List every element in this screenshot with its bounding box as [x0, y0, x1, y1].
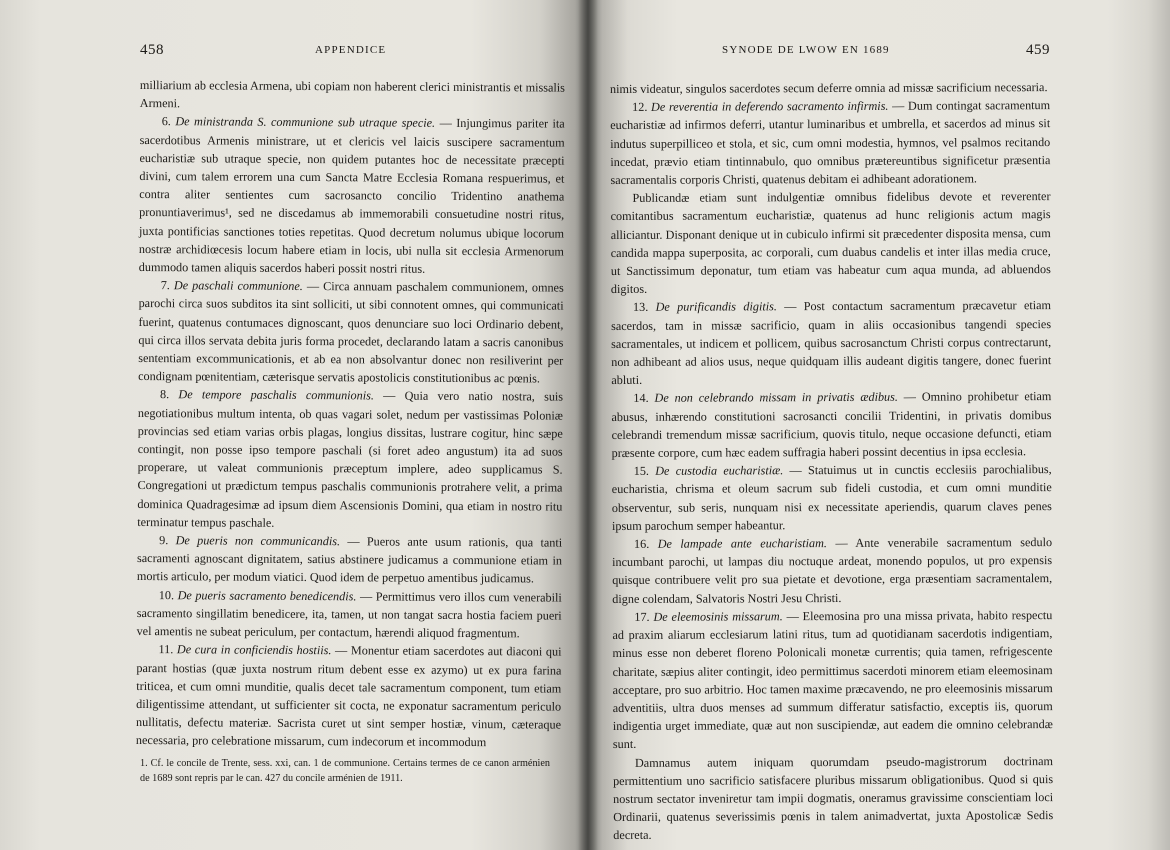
left-page-text [136, 76, 565, 752]
canon-body: — Injungimus pariter ita sacerdotibus Armenis ministrare, ut et clericis vel laicis suscipere sacramentum eucharistiæ sub utraque specie, non quidem putantes hoc de necessitate præcepti divini, cum talem errorem una cum Sancta Matre Ecclesia Romana respuerimus, et contra aliter sentientes cum sacrosancto concilio Tridentino anathema pronuntiaverimus¹, sed ne discedamus ab immemorabili consuetudine nostri ritus, juxta pontificias sanctiones toties repetitas. Quod decretum nolumus ubique locorum nostræ archidiœcesis locum habere etiam in locis, ubi nulla sit ecclesia Armenorum dummodo tamen aliquis sacerdos haberi possit nostri ritus. [138, 116, 565, 276]
body-paragraph: Publicandæ etiam sunt indulgentiæ omnibus fidelibus devote et reverenter comitantibus sacramentum eucharistiæ, quatenus ad hunc religionis actum magis alliciantur. Disponant denique ut in cubiculo infirmi sit præcedenter disposita mensa, cum candida mappa superposita, ac corporali, cum duabus candelis et inter illas media cruce, ut Sanctissimum deponatur, tum etiam vas habeatur cum aqua munda, ad abluendos digitos. [610, 189, 1051, 297]
canon-paragraph [610, 96, 1050, 189]
canon-number: 17. [634, 609, 654, 624]
canon-title: De tempore paschalis communionis. [178, 387, 374, 403]
canon-number: 14. [633, 391, 655, 406]
canon-title: De non celebrando missam in privatis ædibus. [654, 390, 898, 406]
canon-title: De purificandis digitis. [655, 299, 777, 315]
canon-paragraph [612, 606, 1053, 754]
body-paragraph: Damnamus autem iniquam quorumdam pseudo-magistrorum doctrinam permittentium uno sacrificio satisfacere pluribus missarum obligationibus. Quod si quis nostrum sectator inveniretur tam impii dogmatis, oneramus gravissime conscientiam loci Ordinarii, quatenus severissimis pœnis in talem animadvertat, juxta Apostolicæ Sedis decreta. [613, 753, 1054, 843]
canon-title: De eleemosinis missarum. [653, 609, 783, 624]
canon-title: De cura in conficiendis hostiis. [176, 642, 332, 658]
canon-body: — Monentur etiam sacerdotes aut diaconi qui parant hostias (quæ juxta nostrum ritum debent esse ex azymo) ut ex pura farina triticea, et cum omni munditie, qualis decet tale sacramentum component, tum etiam diligentissime attendant, ut sufficienter sit cocta, ne exponatur sacramentum periculo nullitatis, defectu materiæ. Sacrista curet ut sint semper hostiæ, vinum, cæteraque necessaria, pro celebratione missarum, cum indecorum et incommodum [135, 643, 562, 750]
canon-paragraph [137, 586, 562, 643]
canon-paragraph [137, 531, 562, 588]
right-page-header [610, 42, 1050, 62]
canon-body: — Dum contingat sacramentum eucharistiæ ad infirmos deferri, utantur luminaribus et umbrella, et sacerdos ad minus sit indutus superpilliceo et stola, et sic, cum omni modestia, hymnos, vel psalmos recitando incedat, prævio etiam tintinnabulo, quo omnibus prætereuntibus significetur præsentia sacramentalis corporis Christi, quatenus debitam ei adhibeant adorationem. [610, 98, 1051, 188]
canon-title: De custodia eucharistiæ. [655, 463, 784, 479]
canon-body: — Post contactum sacramentum præcavetur etiam sacerdos, tam in missæ sacrificio, quam in aliis occasionibus tangendi species sacramentales, ut indicem et pollicem, quibus sacrosanctum Christi corpus contrectarunt, non adhibeant ad alios usus, neque quidquam illis audeant digitis tangere, donec fuerint abluti. [611, 298, 1052, 388]
canon-paragraph [136, 640, 562, 752]
continuation-paragraph: nimis videatur, singulos sacerdotes secum deferre omnia ad missæ sacrificium necessaria. [610, 80, 1048, 96]
canon-number: 11. [158, 642, 177, 657]
canon-number: 6. [161, 114, 176, 129]
canon-number: 9. [159, 533, 176, 548]
canon-number: 12. [632, 100, 652, 115]
canon-title: De paschali communione. [173, 278, 303, 294]
canon-number: 7. [160, 278, 174, 293]
canon-title: De lampade ante eucharistiam. [657, 536, 828, 551]
right-running-head: SYNODE DE LWOW EN 1689 [722, 44, 890, 56]
canon-body: — Permittimus vero illos cum venerabili sacramento singillatim benedicere, ita, tamen, ut non tangat sacra hostia faciem pueri vel amentis ne subeat periculum, per contactum, hærendi aliquod fragmentum. [136, 589, 562, 641]
canon-number: 15. [633, 464, 656, 479]
canon-paragraph [611, 297, 1051, 390]
canon-body: — Quia vero natio nostra, suis negotiationibus multum intenta, ob quas vagari solet, nedum per vastissimas Poloniæ provincias sed etiam varias orbis plagas, longius dissitas, lustrare cogitur, hinc sæpe contingit, non posse ipso tempore paschali (si foret adeo angustum) ita ad suos properare, ut valeat communionis præceptum implere, adeo supplicamus S. Congregationi ut prædictum tempus paschalis communionis protrahere velit, a prima dominica Quadragesimæ ad ipsum diem Ascensionis Domini, qua etiam in nostro ritu terminatur tempus paschale. [137, 388, 564, 530]
canon-paragraph [138, 276, 564, 388]
canon-paragraph [612, 533, 1052, 608]
canon-body: — Statuimus ut in cunctis ecclesiis parochialibus, eucharistia, chrisma et oleum sacrum sub fideli custodia, et cum omni munditie observentur, sub seris, nunquam nisi ex necessitate aperiendis, quarum claves penes ipsum parochum semper habeantur. [611, 462, 1052, 533]
canon-body: — Pueros ante usum rationis, qua tanti sacramenti agnoscant dignitatem, satius abstinere judicamus a communione etiam in mortis articulo, per modum viatici. Quod idem de perpetuo amentibus judicamus. [136, 534, 563, 586]
canon-title: De pueris sacramento benedicendis. [177, 587, 357, 604]
canon-body: — Ante venerabile sacramentum sedulo incumbant parochi, ut lampas diu noctuque ardeat, monendo populos, ut pro expensis quisque contribuere velit pro sua pietate et devotione, erga præsentiam sacramentalem, digne colendam, Salvatoris Nostri Jesu Christi. [612, 535, 1053, 606]
canon-number: 8. [160, 387, 179, 402]
canon-number: 16. [633, 536, 658, 551]
continuation-paragraph: milliarium ab ecclesia Armena, ubi copiam non haberent clerici ministrantis et missalis Armeni. [139, 77, 565, 111]
left-footnotes [140, 756, 550, 786]
canon-paragraph [137, 385, 563, 533]
canon-body: — Circa annuam paschalem communionem, omnes parochi circa suos subditos ita sint solliciti, ut sibi connotent omnes, qui communicati fuerint, quatenus contumaces dignoscant, quos denunciare suo loci Ordinario debent, qui circa illos servata debita juris forma procedet, declarando latam a sacris canonibus sententiam excommunicationis, et ab ea non absolvantur donec non resiliverint per condignam pœnitentiam, cæterisque servatis apostolicis constitutionibus ac pœnis. [138, 279, 564, 386]
canon-paragraph [139, 112, 565, 278]
canon-title: De reverentia in deferendo sacramento infirmis. [651, 98, 889, 115]
right-page-text [610, 78, 1053, 844]
right-page [588, 0, 1170, 850]
canon-number: 13. [632, 300, 656, 315]
right-page-number: 459 [1026, 42, 1050, 58]
canon-paragraph [611, 388, 1051, 463]
left-page-header [140, 42, 565, 62]
footnote: 1. Cf. le concile de Trente, sess. xxi, can. 1 de communione. Certains termes de ce canon arménien de 1689 sont repris par le can. 427 du concile arménien de 1911. [140, 758, 550, 784]
left-running-head: APPENDICE [315, 44, 387, 56]
canon-body: — Omnino prohibetur etiam abusus, inhærendo constitutioni sacrosancti concilii Tridentini, in privatis domibus celebrandi tremendum missæ sacrificium, quovis titulo, neque occasione defuncti, etiam præsente corpore, cum hæc eadem suffragia haberi possint decentius in ipsa ecclesia. [611, 389, 1052, 461]
canon-title: De pueris non communicandis. [175, 533, 341, 549]
canon-title: De ministranda S. communione sub utraque specie. [175, 114, 436, 131]
canon-paragraph [612, 460, 1052, 535]
canon-number: 10. [158, 587, 178, 602]
book-gutter [578, 0, 598, 850]
left-page-number: 458 [140, 42, 164, 58]
canon-body: — Eleemosina pro una missa privata, habito respectu ad praxim aliarum ecclesiarum latini ritus, tum ad quotidianam sacerdotis indigentiam, minus esse non deberet floreno Polonicali monetæ currentis; quia tamen, refrigescente charitate, sæpius aliter contingit, ideo permittimus sacerdoti minorem etiam eleemosinam acceptare, pro suo arbitrio. Hoc tamen maxime præcavendo, ne pro eleemosinis missarum adventitiis, ultra duos menses ad summum differatur satisfactio, exceptis iis, quorum indigentia urget immediate, quæ aut non suscipiendæ, aut eadem die omnino celebrandæ sunt. [612, 607, 1053, 752]
